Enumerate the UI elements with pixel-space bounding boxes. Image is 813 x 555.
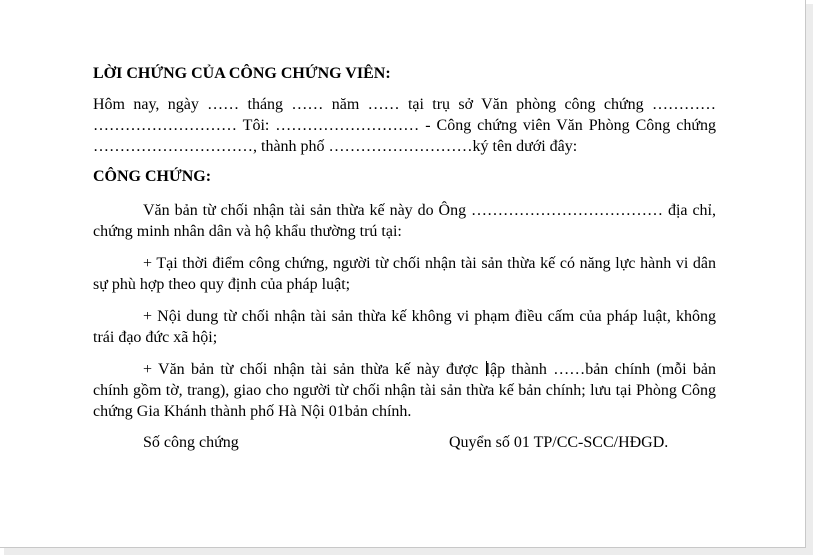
bullet-capacity: + Tại thời điểm công chứng, người từ chối nhận tài sản thừa kế có năng lực hành vi dân sự phù hợp theo quy định của pháp luật; (93, 255, 716, 293)
certify-heading: CÔNG CHỨNG: (93, 168, 212, 185)
bullet-content-legal: + Nội dung từ chối nhận tài sản thừa kế không vi phạm điều cấm của pháp luật, không trái đạo đức xã hội; (93, 308, 716, 346)
attestation-title: LỜI CHỨNG CỦA CÔNG CHỨNG VIÊN: (93, 65, 391, 82)
statement-paragraph: Văn bản từ chối nhận tài sản thừa kế này do Ông ……………………………… địa chỉ, chứng minh nhân dân và hộ khẩu thường trú tại: (93, 202, 716, 240)
bullet-copies-text-end: lập thành ……bản chính (mỗi bản chính gồm tờ, trang), giao cho người từ chối nhận tài sản thừa kế bản chính; lưu tại Phòng Công chứng Gia Khánh thành phố Hà Nội 01bản chính. (93, 361, 717, 420)
book-number: Quyển số 01 TP/CC-SCC/HĐGD. (449, 434, 669, 451)
document-body[interactable] (93, 64, 716, 453)
intro-paragraph: Hôm nay, ngày …… tháng …… năm …… tại trụ sở Văn phòng công chứng ………… ……………………… Tôi: ……………………… - Công chứng viên Văn Phòng Công chứng …………………………, thành phố ………………………ký tên dưới đây: (93, 96, 716, 155)
page-shadow-bottom (4, 548, 813, 555)
bullet-copies (93, 359, 716, 422)
page-shadow-right (806, 4, 813, 555)
bullet-copies-text-start: + Văn bản từ chối nhận tài sản thừa kế này được (143, 361, 485, 378)
notary-number-label: Số công chứng (143, 434, 239, 451)
signature-row (93, 432, 716, 453)
